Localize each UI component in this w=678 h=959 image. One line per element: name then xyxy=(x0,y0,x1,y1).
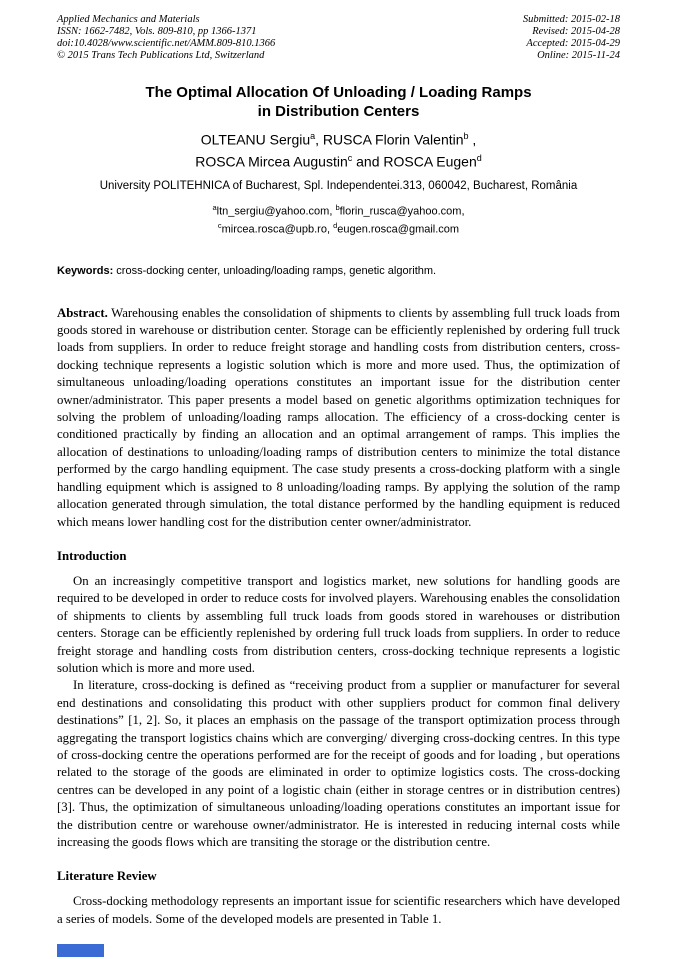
journal-copyright-line: © 2015 Trans Tech Publications Ltd, Switzerland xyxy=(57,50,265,61)
author-emails xyxy=(57,201,620,236)
email-affiliation-mark: b xyxy=(335,203,340,213)
journal-name: Applied Mechanics and Materials xyxy=(57,14,200,25)
introduction-paragraph-1: On an increasingly competitive transport and logistics market, new solutions for handling goods are required to be developed in order to reduce costs for involved players. Warehousing enables the consolidation of shipments to clients by assembling full truck loads from goods stored in warehouses or distribution centers. Storage can be efficiently replenished by ordering full truck loads from suppliers. In order to reduce freight storage and handling costs from distribution centers, cross-docking technique represents a logistic solution which is more and more used. xyxy=(57,573,620,675)
keywords-text: cross-docking center, unloading/loading ramps, genetic algorithm. xyxy=(113,264,437,277)
email-address: eugen.rosca@gmail.com xyxy=(337,223,460,236)
section-literature-review xyxy=(57,868,620,928)
author-name: ROSCA Mircea Augustin xyxy=(195,153,348,170)
emails-line2 xyxy=(57,219,620,237)
keywords-line xyxy=(57,264,620,278)
submission-dates xyxy=(523,14,620,62)
journal-header xyxy=(57,14,620,62)
emails-line1 xyxy=(57,201,620,219)
section-introduction xyxy=(57,548,620,852)
authors-byline xyxy=(57,127,620,170)
email-affiliation-mark: a xyxy=(212,203,217,213)
email-address: florin_rusca@yahoo.com, xyxy=(339,205,465,218)
revised-date: Revised: 2015-04-28 xyxy=(532,26,620,37)
author-name: and ROSCA Eugen xyxy=(352,153,477,170)
email-affiliation-mark: c xyxy=(217,220,222,230)
section-heading-literature-review: Literature Review xyxy=(57,869,157,884)
author-affiliation-mark: d xyxy=(476,152,482,163)
abstract xyxy=(57,305,620,531)
journal-doi-line: doi:10.4028/www.scientific.net/AMM.809-810.1366 xyxy=(57,38,276,49)
author-affiliation-mark: b xyxy=(463,131,469,141)
author-separator: , xyxy=(468,131,477,148)
accepted-date: Accepted: 2015-04-29 xyxy=(526,38,620,49)
section-heading-introduction: Introduction xyxy=(57,548,127,563)
paper-title xyxy=(57,83,620,121)
journal-info xyxy=(57,14,275,62)
author-affiliation-mark: a xyxy=(310,131,316,141)
author-name: OLTEANU Sergiu xyxy=(200,131,311,148)
author-affiliation-mark: c xyxy=(347,152,353,163)
footer-accent-mark xyxy=(57,944,104,957)
author-name: , RUSCA Florin Valentin xyxy=(315,131,464,148)
abstract-text: Warehousing enables the consolidation of shipments to clients by assembling full truck loads from goods stored in warehouse or distribution center. Storage can be efficiently replenished by ordering full truck loads from suppliers. In order to reduce freight storage and handling costs from distribution centers, cross-docking technique represents a logistic solution which is more and more used. Thus, the optimization of simultaneous unloading/loading operations constitutes an important issue for the distribution center owner/administrator. This paper presents a model based on genetic algorithms optimization techniques for solving the problem of unloading/loading ramps allocation. The efficiency of a cross-docking center is conditioned practically by finding an allocation and an optimal arrangement of ramps. This implies the allocation of destinations to unloading/loading ramps of distribution centers to minimize the total distance performed by the cargo handling equipment. The case study presents a cross-docking platform with a single handling equipment which is assigned to 8 unloading/loading ramps. By applying the solution of the ramp allocation generated through simulation, the total distance performed by the handling equipment is reduced which means lower handling cost for the distribution center owner/administrator. xyxy=(57,305,620,529)
online-date: Online: 2015-11-24 xyxy=(537,50,620,61)
abstract-label: Abstract. xyxy=(57,305,108,320)
email-address: mircea.rosca@upb.ro, xyxy=(221,223,334,236)
authors-line1 xyxy=(57,127,620,149)
literature-review-paragraph-1: Cross-docking methodology represents an important issue for scientific researchers which have developed a series of models. Some of the developed models are presented in Table 1. xyxy=(57,894,620,926)
journal-issn-line: ISSN: 1662-7482, Vols. 809-810, pp 1366-1371 xyxy=(57,26,257,37)
submitted-date: Submitted: 2015-02-18 xyxy=(522,14,620,25)
paper-title-line1: The Optimal Allocation Of Unloading / Loading Ramps xyxy=(145,84,532,101)
authors-line2 xyxy=(57,149,620,171)
email-affiliation-mark: d xyxy=(333,220,338,230)
keywords-label: Keywords: xyxy=(57,264,114,277)
paper-title-line2: in Distribution Centers xyxy=(257,103,420,120)
introduction-paragraph-2: In literature, cross-docking is defined as “receiving product from a supplier or manufacturer for several end destinations and consolidating this product with other suppliers product for common final delivery destinations” [1, 2]. So, it places an emphasis on the passage of the transport optimization process through aggregating the transport logistics chains which are converging/ diverging cross-docking centres. In this type of cross-docking centre the operations performed are for the receipt of goods and for loading , but operations related to the storage of the goods are eliminated in order to optimize logistics costs. The cross-docking centres can be developed in any point of a logistic chain (either in storage centres or in distribution centres) [3]. Thus, the optimization of simultaneous unloading/loading operations constitutes an important issue for the distribution centre or warehouse owner/administrator. He is interested in reducing internal costs while increasing the goods flows which are transiting the storage or the distribution centre. xyxy=(57,678,620,849)
email-address: ltn_sergiu@yahoo.com, xyxy=(216,205,336,218)
affiliation: University POLITEHNICA of Bucharest, Spl. Independentei.313, 060042, Bucharest, România xyxy=(99,180,578,193)
